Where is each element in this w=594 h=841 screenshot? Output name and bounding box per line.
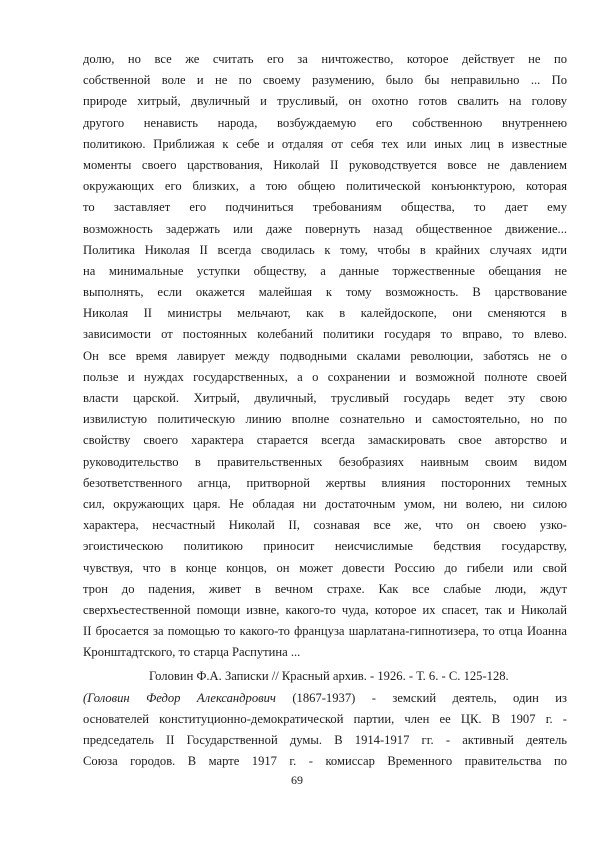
text-line: чувствуя, что в конце концов, он может довести Россию до гибели или свой [83,560,567,575]
text-line: руководительство в правительственных безобразиях наивным своим видом [83,454,567,469]
text-line: II бросается за помощью то какого-то француза шарлатана-гипнотизера, то отца Иоанна [83,624,567,639]
text-line: характера, несчастный Николай II, сознавая все же, что он своею узко- [83,518,567,533]
bio-line: основателей конституционно-демократической партии, член ее ЦК. В 1907 г. - [83,711,567,726]
text-line: Николая II министры мельчают, как в калейдоскопе, они сменяются в [83,306,567,321]
reference-line: Головин Ф.А. Записки // Красный архив. - 1926. - Т. 6. - С. 125-128. [149,669,509,684]
text-line: зависимости от постоянных колебаний политики государя то вправо, то влево. [83,327,567,342]
text-line: на минимальные уступки обществу, а данные торжественные обещания не [83,263,567,278]
bio-paragraph [83,709,567,773]
text-line: политикою. Приближая к себе и отдаляя от себя тех или иных лиц в известные [83,136,567,151]
text-line: возможность задержать или даже повернуть назад общественное движение... [83,221,567,236]
text-line: то заставляет его подчиниться требованиям общества, то дает ему [83,200,567,215]
text-line: природе хитрый, двуличный и трусливый, он охотно готов свалить на голову [83,94,567,109]
text-line: власти царской. Хитрый, двуличный, трусливый государь ведет эту свою [83,391,567,405]
text-line: Он все время лавирует между подводными скалами революции, заботясь не о [83,348,567,363]
bio-dates-text: (1867-1937) - земский деятель, один из [275,690,567,705]
text-line: извилистую политическую линию вполне сознательно и самостоятельно, но по [83,412,567,427]
quotation-paragraph [83,49,567,663]
text-line: сверхъестественной помощи извне, какого-то чуда, которое их спасет, так и Николай [83,602,567,617]
text-line: трон до падения, живет в вечном страхе. Как все слабые люди, ждут [83,581,567,596]
text-line: Кронштадтского, то старца Распутина ... [83,645,301,660]
text-line: долю, но все же считать его за ничтожество, которое действует не по [83,52,567,66]
text-line: окружающих его близких, а тою общею политической конъюнктурою, которая [83,179,567,194]
text-line: собственной воле и не по своему разумению, было бы неправильно ... По [83,73,567,88]
text-line: Политика Николая II всегда сводилась к тому, чтобы в крайних случаях идти [83,242,567,257]
text-line: пользе и нуждах государственных, а о сохранении и возможной полноте своей [83,369,567,384]
text-body [83,49,567,772]
text-line: свойству своего характера старается всегда замаскировать свое авторство и [83,433,567,448]
text-line: выполнять, если окажется малейшая к тому возможность. В царствование [83,285,567,300]
bio-name-italic: (Головин Федор Александрович [83,690,276,705]
bio-line: Союза городов. В марте 1917 г. - комиссар Временного правительства по [83,754,567,769]
bio-first-line [83,688,567,709]
text-line: сил, окружающих царя. Не обладая ни достаточным умом, ни волею, ни силою [83,496,567,511]
page-number: 69 [291,773,303,787]
text-line: безответственного агнца, притворной жертвы влияния посторонних темных [83,475,567,490]
text-line: моменты своего царствования, Николай II руководствуется вовсе не давлением [83,157,567,172]
bio-line: председатель II Государственной думы. В 1914-1917 гг. - активный деятель [83,733,567,747]
text-line: другого ненависть народа, возбуждаемую его собственною внутреннею [83,115,567,130]
text-line: эгоистическою политикою приносит неисчислимые бедствия государству, [83,539,567,554]
